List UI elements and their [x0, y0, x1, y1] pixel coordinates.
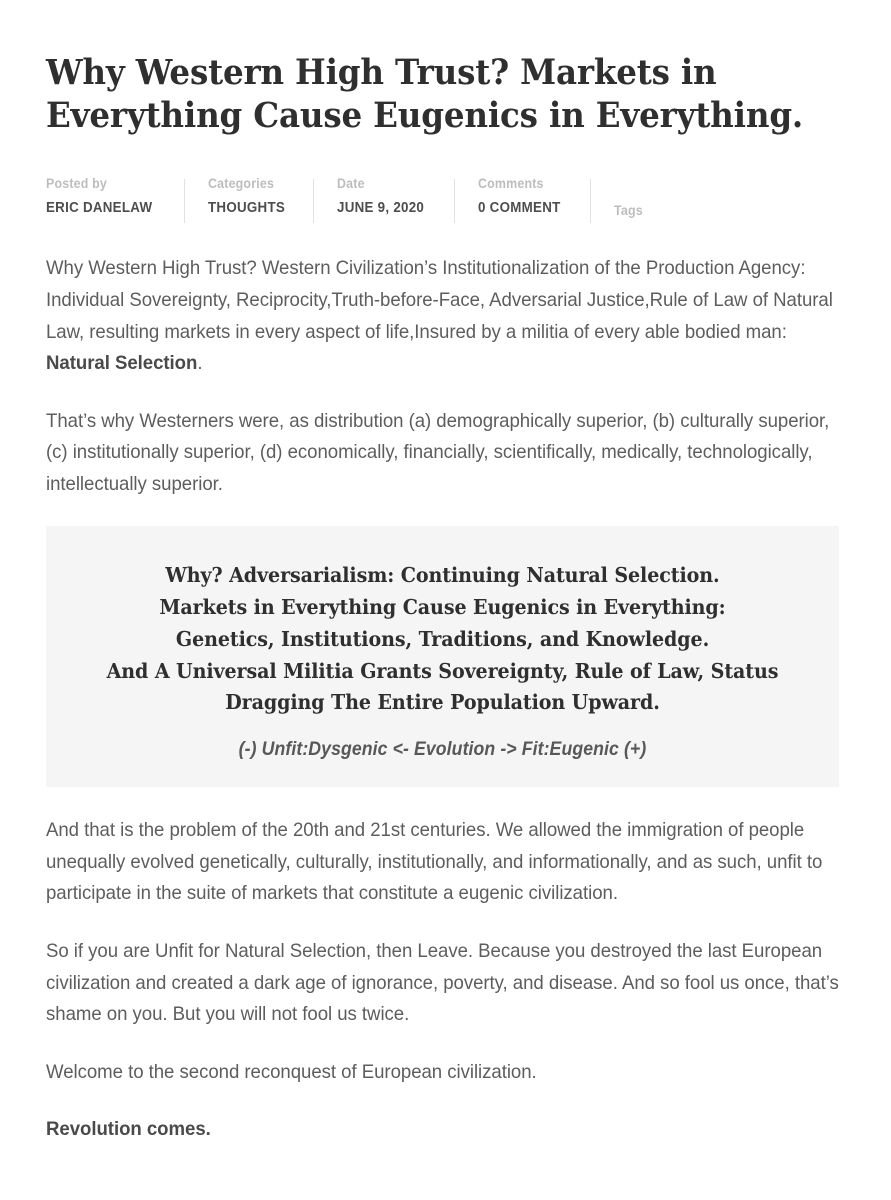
pull-quote-line-3: Genetics, Institutions, Traditions, and Knowledge. [175, 626, 710, 651]
meta-label-date: Date [337, 176, 366, 192]
meta-label-comments: Comments [478, 176, 544, 192]
meta-value-author[interactable]: ERIC DANELAW [46, 200, 153, 217]
meta-column-posted-by [46, 177, 184, 225]
pull-quote-box [46, 526, 839, 787]
paragraph-6-closing: Revolution comes. [46, 1118, 211, 1141]
post-body [46, 253, 845, 1146]
post-meta-bar [46, 177, 845, 225]
meta-column-comments [454, 177, 590, 225]
meta-label-posted-by: Posted by [46, 176, 108, 192]
page-title: Why Western High Trust? Markets in Everything Cause Eugenics in Everything. [46, 52, 804, 136]
paragraph-1 [46, 253, 845, 379]
meta-value-date: JUNE 9, 2020 [337, 200, 425, 217]
paragraph-1-text-a: Why Western High Trust? Western Civilization’s Institutionalization of the Production Agency: Individual Sovereignty, Reciprocity,Truth-before-Face, Adversarial Justice,Rule of Law of Natural Law, resulting markets in every aspect of life,Insured by a militia of every able bodied man: [46, 257, 833, 343]
pull-quote-line-4: And A Universal Militia Grants Sovereignty, Rule of Law, Status Dragging The Entire Population Upward. [106, 658, 779, 715]
paragraph-5: Welcome to the second reconquest of European civilization. [46, 1060, 537, 1083]
meta-column-categories [184, 177, 314, 225]
pull-quote-line-2: Markets in Everything Cause Eugenics in Everything: [159, 595, 726, 620]
meta-label-tags: Tags [613, 203, 643, 219]
meta-value-category[interactable]: THOUGHTS [207, 200, 285, 217]
pull-quote-tagline: (-) Unfit:Dysgenic <- Evolution -> Fit:Eugenic (+) [238, 739, 647, 761]
meta-value-comment-count[interactable]: 0 COMMENT [478, 200, 561, 217]
meta-column-date [313, 177, 454, 225]
paragraph-3: And that is the problem of the 20th and 21st centuries. We allowed the immigration of people unequally evolved genetically, culturally, institutionally, and informationally, and as such, unfit to participate in the suite of markets that constitute a eugenic civilization. [46, 819, 823, 905]
paragraph-1-text-b: . [197, 352, 203, 375]
meta-column-tags [590, 177, 667, 225]
meta-label-categories: Categories [207, 176, 274, 192]
pull-quote-line-1: Why? Adversarialism: Continuing Natural Selection. [165, 563, 720, 588]
paragraph-1-bold-term: Natural Selection [46, 352, 198, 375]
paragraph-2: That’s why Westerners were, as distribution (a) demographically superior, (b) culturally superior, (c) institutionally superior, (d) economically, financially, scientifically, medically, technologically, intellectually superior. [46, 409, 830, 495]
paragraph-4: So if you are Unfit for Natural Selection, then Leave. Because you destroyed the last European civilization and created a dark age of ignorance, poverty, and disease. And so fool us once, that’s shame on you. But you will not fool us twice. [46, 939, 839, 1026]
